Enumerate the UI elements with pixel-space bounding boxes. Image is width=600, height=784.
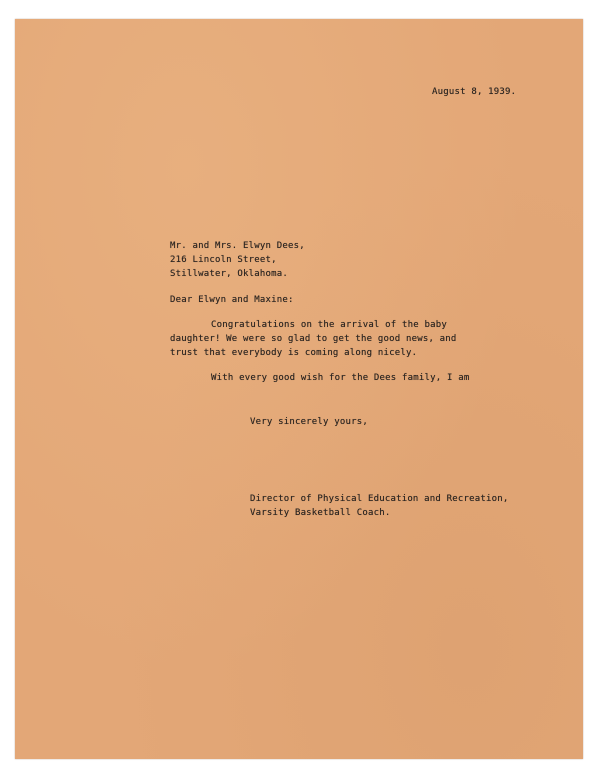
body-line: Congratulations on the arrival of the baby — [211, 320, 447, 330]
body-line: With every good wish for the Dees family, I am — [211, 373, 470, 383]
recipient-name-line: Mr. and Mrs. Elwyn Dees, — [170, 241, 305, 251]
body-line: daughter! We were so glad to get the good news, and — [170, 334, 457, 344]
complimentary-closing: Very sincerely yours, — [250, 417, 368, 427]
recipient-city-line: Stillwater, Oklahoma. — [170, 269, 288, 279]
recipient-street-line: 216 Lincoln Street, — [170, 255, 277, 265]
salutation: Dear Elwyn and Maxine: — [170, 295, 294, 305]
signature-title-line: Varsity Basketball Coach. — [250, 508, 391, 518]
signature-title-line: Director of Physical Education and Recreation, — [250, 494, 509, 504]
letter-date: August 8, 1939. — [432, 87, 517, 97]
body-line: trust that everybody is coming along nicely. — [170, 348, 418, 358]
letter-page — [15, 19, 583, 759]
